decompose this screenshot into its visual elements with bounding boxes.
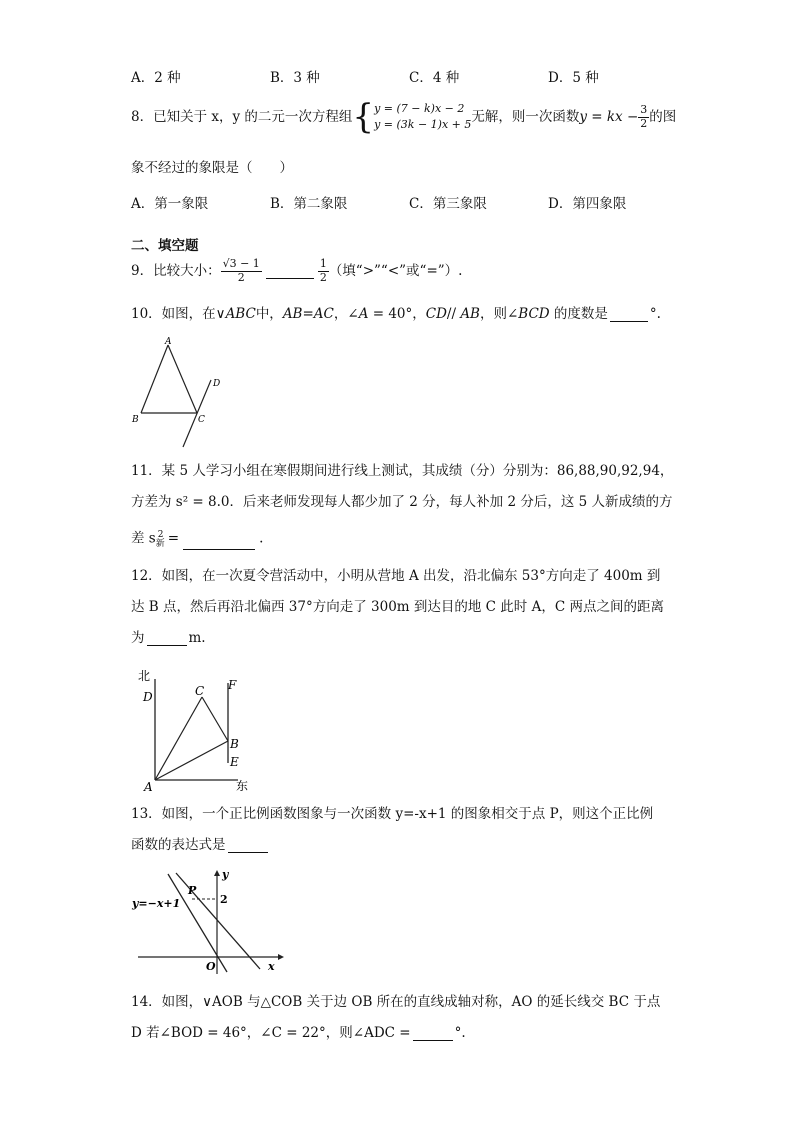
q10-text-end: °. [649, 306, 661, 322]
fig13-label-y: y [222, 868, 229, 881]
q8-frac-num: 3 [640, 102, 648, 116]
fig12-label-b: B [230, 737, 239, 751]
q10-text: 中， [255, 306, 283, 322]
q8-line2: 象不经过的象限是（ ） [131, 160, 293, 176]
q12-answer-blank[interactable] [147, 631, 187, 646]
q13-line2 [131, 837, 268, 853]
fig13-label-p: P [188, 884, 197, 897]
fig12-segment-cb [202, 697, 228, 741]
q10-triangle-name: ABC [225, 306, 256, 322]
q11-variance-sub: 新 [155, 539, 165, 550]
q8-option-d: D．第四象限 [548, 196, 627, 212]
q10-angle-bcd: BCD [518, 306, 550, 322]
q9-fraction-2 [318, 258, 329, 284]
q8-eq1: y = (7 − k)x − 2 [374, 101, 465, 115]
question-8 [131, 97, 677, 137]
fig13-x-arrow [278, 954, 284, 960]
fig12-label-a: A [144, 780, 153, 794]
q7-options [0, 66, 794, 86]
fig13-y-arrow [214, 870, 220, 876]
q8-prefix: 8．已知关于 x，y 的二元一次方程组 [131, 108, 353, 125]
q7-option-d: D．5 种 [548, 70, 599, 86]
q12-line2: 达 B 点，然后再沿北偏西 37°方向走了 300m 到达目的地 C 此时 A，C 两点之间的距离 [131, 599, 664, 615]
fig13-label-o: O [206, 960, 216, 973]
q11-line1: 11．某 5 人学习小组在寒假期间进行线上测试，其成绩（分）分别为：86,88,90,92,94， [131, 463, 674, 479]
q13-answer-blank[interactable] [228, 838, 268, 853]
q11-line3 [131, 530, 263, 550]
q8-fraction [638, 104, 649, 130]
fig12-label-d: D [143, 690, 153, 704]
fig10-label-a: A [165, 337, 172, 347]
q10-angle-value: = 40°， [368, 306, 426, 322]
q11-variance-symbol: 差 s [131, 530, 156, 547]
q11-line2: 方差为 s² = 8.0．后来老师发现每人都少加了 2 分，每人补加 2 分后，这 5 人新成绩的方 [131, 494, 673, 510]
q14-line1: 14．如图，∨AOB 与△COB 关于边 OB 所在的直线成轴对称，AO 的延长线交 BC 于点 [131, 994, 661, 1010]
q10-angle-var: A [358, 306, 369, 322]
q9-answer-blank[interactable] [266, 264, 314, 279]
q8-frac-den: 2 [640, 116, 648, 130]
q13-line1: 13．如图，一个正比例函数图象与一次函数 y=-x+1 的图象相交于点 P，则这个正比例 [131, 806, 654, 822]
q10-answer-blank[interactable] [610, 307, 648, 322]
q9-fraction-1 [221, 258, 262, 284]
q11-variance-sup: 2 [157, 530, 164, 540]
fig10-side-ac [168, 345, 197, 413]
q13-line2-text: 函数的表达式是 [131, 837, 226, 853]
section-title: 二、填空题 [131, 238, 199, 254]
q10-text: 的度数是 [549, 306, 608, 322]
q14-answer-blank[interactable] [413, 1026, 453, 1041]
q7-option-c: C．4 种 [409, 70, 460, 86]
fig12-label-c: C [195, 684, 205, 698]
fig13-eq-label: y=−x+1 [132, 897, 181, 910]
q8-eq2: y = (3k − 1)x + 5 [374, 118, 472, 131]
q8-option-c: C．第三象限 [409, 196, 487, 212]
fig12-label-north: 北 [138, 669, 151, 683]
q10-line-ab: AB [460, 306, 480, 322]
q9-frac1-den: 2 [237, 270, 245, 284]
q8-equation-system [374, 101, 471, 134]
q11-end: . [259, 530, 264, 547]
question-9 [131, 258, 462, 284]
q14-line2 [131, 1025, 466, 1041]
q12-unit: m. [188, 630, 206, 646]
fig12-label-east: 东 [236, 779, 249, 793]
figure-13 [130, 866, 290, 978]
q8-option-a: A．第一象限 [131, 196, 209, 212]
fig12-label-f: F [228, 678, 237, 692]
q10-text: 10．如图，在∨ [131, 306, 226, 322]
figure-10 [125, 335, 235, 450]
q9-frac2-num: 1 [319, 257, 327, 270]
q8-option-b: B．第二象限 [270, 196, 348, 212]
fig10-label-b: B [132, 415, 139, 425]
figure-12 [130, 665, 270, 795]
q10-text: ，则∠ [479, 306, 519, 322]
q12-line1: 12．如图，在一次夏令营活动中，小明从营地 A 出发，沿北偏东 53°方向走了 400m 到 [131, 568, 661, 584]
q7-option-b: B．3 种 [270, 70, 320, 86]
q14-end: °. [454, 1025, 466, 1041]
fig13-label-x: x [268, 960, 275, 973]
question-10 [131, 306, 661, 322]
q12-line3 [131, 630, 206, 646]
q10-line-cd: CD [425, 306, 447, 322]
fig10-label-d: D [213, 379, 221, 389]
q12-prefix: 为 [131, 630, 145, 646]
q14-line2-text: D 若∠BOD = 46°，∠C = 22°，则∠ADC = [131, 1025, 411, 1041]
q11-answer-blank[interactable] [183, 535, 255, 550]
q8-options [0, 192, 794, 212]
q9-suffix: （填“>”“<”或“=”）. [328, 263, 463, 280]
fig10-label-c: C [198, 415, 205, 425]
q8-middle: 无解，则一次函数 [471, 108, 580, 125]
q9-frac1-num: √3 − 1 [222, 257, 260, 270]
q9-prefix: 9．比较大小： [131, 263, 221, 280]
q8-suffix: 的图 [649, 108, 677, 125]
q9-frac2-den: 2 [319, 270, 327, 284]
q10-parallel: // [446, 306, 461, 322]
q10-condition: AB=AC [282, 306, 334, 322]
q10-text: ，∠ [333, 306, 359, 322]
q8-brace: { [352, 97, 375, 137]
q11-equals: = [163, 530, 180, 547]
q8-func: y = kx − [579, 108, 639, 125]
q7-option-a: A．2 种 [131, 70, 181, 86]
fig13-label-2: 2 [220, 893, 228, 906]
fig12-label-e: E [230, 755, 239, 769]
fig10-side-ab [141, 345, 168, 413]
